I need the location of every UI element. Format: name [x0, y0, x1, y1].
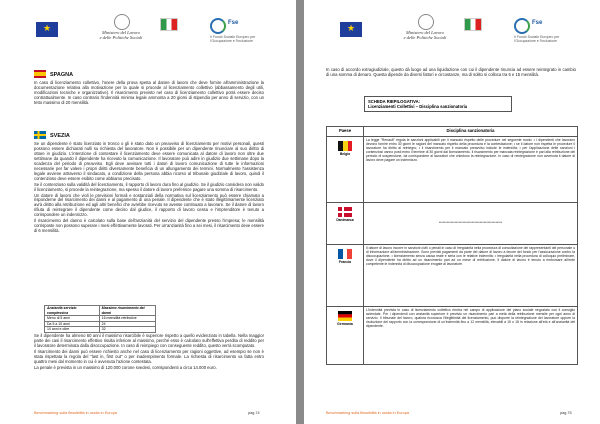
italian-emblem-icon	[114, 14, 130, 30]
sweden-text	[34, 142, 264, 235]
sweden-compensation-table	[44, 305, 156, 333]
fse-tagline: Il Fondo Sociale Europeo per l'Occupazione e l'Inclusione	[210, 35, 256, 43]
spain-text: In caso di licenziamento collettivo, l'onere della prova spetta al datore di lavoro che deve fornire all'amministrazione la documentazione relativa alla motivazione per la quale si procede al licenziamento collettivo (abbassamento degli utili, modificazioni tecniche e organizzative). Il risarcimento previsto nel caso di licenziamento collettivo potrà essere deciso contrattualmente. In caso contrario l'indennità minima legale ammonta a 20 giorni di stipendio per anno di servizio, con un tetto massimo di 20 mensilità.	[34, 80, 264, 105]
italy-flag-icon	[464, 18, 482, 31]
sweden-paragraph: Se il contenzioso sulla validità del licenziamento, il rapporto di lavoro dura fino al giudizio. Se il giudizio considera non valido il licenziamento, si procede la reintegrazione, ma spesso il datore di lavoro preferisce pagare una somma di risarcimento.	[34, 181, 264, 192]
sweden-paragraph: Se un dipendente è stato licenziato in tronco o gli è stato dato un preavviso di licenziamento per motivi personali, questi possono essere dichiarati nulli su richiesta del lavoratore. Non è possibile per un dipendente rinunciare al suo diritto di ottare in giudizio. L'intenzione di contestare il licenziamento deve essere comunicata al datore di lavoro non oltre due settimane da quando il dipendente ha ricevuto la comunicazione. Il lavoratore può adire in giudizio due settimane dopo la scadenza del periodo di preavviso. Egli deve avvisare tutti i datori di lavoro comunicazione di tutte le informazioni necessarie per far valere i propri diritti diversamente beneficia di un allungamento dei termini. Normalmente l'assistenza legale avviene attraverso il sindacato, a condizione della persona abbia ricorso al tribunale giudiziale di lavoro, quindi il contenzioso deve essere esibito come abbiamo precisato.	[34, 141, 264, 181]
belgium-flag-icon	[338, 141, 352, 151]
fse-tagline: Il Fondo Sociale Europeo per l'Occupazione e l'Inclusione	[514, 35, 560, 43]
table-row: Meno di 5 anni 16 mensilità retributive	[45, 316, 156, 322]
right-page	[304, 0, 600, 424]
table-header: Anzianità servizio complessiva	[45, 306, 100, 316]
denmark-flag-icon	[338, 207, 352, 217]
table-header: Massimo risarcimento dei danni	[99, 306, 155, 316]
discipline-cell: ************************************************	[364, 203, 578, 245]
italy-flag-icon	[160, 18, 178, 31]
france-flag-icon	[338, 249, 352, 259]
table-row	[327, 203, 578, 245]
summary-box	[364, 96, 512, 112]
sweden-paragraph: Il risarcimento del danno è calcolato sulla base dell'anzianità del servizio del dipendente presso l'impresa; le mensilità corrisposte non possono superare i mesi effettivamente lavorati. Per un'anzianità fino a sei mesi, il risarcimento deve essere di 6 mensilità.	[34, 218, 264, 234]
sweden-paragraph: Un datore di lavoro che violi le previsioni formali e sostanziali della normativa sul licenziamento può essere chiamato a risponderne del risarcimento dei danni e al pagamento di una penale. Il dipendente che è stato illegittimamente licenziato avrà diritto alla retribuzione ed agli altri benefici che avrebbe ricevuto se avesse continuato a lavorare. Se il datore di lavoro rifiuta di reintegrare il dipendente come deciso dal giudice, il rapporto di lavoro cessa e l'imprenditore è tenuto a corrispondere un indennizzo.	[34, 192, 264, 218]
discipline-cell: L'indennità prevista in caso di licenziamento collettivo rientra nel campo di applicazione del piano sociale negoziato con il consiglio aziendale. Per i dipendenti con anzianità superiore è previsto un risarcimento pari a metà della retribuzione mensile per ogni anno di servizio. Il tribunale del lavoro, qualora riconosca l'illegittimità del licenziamento, può disporre la reintegrazione del lavoratore oppure la risoluzione del rapporto con la corresponsione di un'indennità fino a 12 mensilità, elevabili a 15 o 18 in relazione all'età e all'anzianità del dipendente.	[364, 307, 578, 365]
intro-text: In caso di accordo extragiudiziale, questo dà luogo ad una liquidazione con cui il dipendente rinuncia ad essere reintegrato in cambio di una somma di denaro. Questa dipende da diversi fattori e circostanze, ma di solito si colloca tra 6 e 15 mensilità.	[326, 67, 576, 77]
column-header-country: Paese	[327, 127, 364, 137]
fse-logo-text: Fse	[228, 20, 239, 26]
sweden-title: SVEZIA	[50, 133, 70, 139]
table-row	[327, 307, 578, 365]
discipline-cell: La legge "Renault" regola le sanzioni applicabili per il mancato rispetto delle procedure nel seguente modo: • i dipendenti che lavorano devono fornire entro 30 giorni le ragioni del mancato rispetto della procedura e la contestazione; • se il datore non rispetta le procedure il lavoratore ha diritto al reintegro; • il risarcimento per il mancato preavviso include le indennità; • per l'applicazione delle sanzioni i contenziosi vanno posti entro il termine di 30 giorni dal licenziamento. Il risarcimento per mancata reintegrazione è pari alla retribuzione del periodo di sospensione, da corrispondere ai lavoratori che chiedono la reintegrazione. In caso di reintegrazione non avvenuta il datore di lavoro deve pagare un indennizzo.	[364, 137, 578, 203]
fse-logo-icon	[514, 18, 530, 34]
country-cell: Germania	[327, 307, 364, 365]
page-number: pag.74	[248, 411, 260, 415]
country-cell: Belgio	[327, 137, 364, 203]
table-row: 10 anni e oltre 32	[45, 327, 156, 333]
sweden-closing-text: Se il dipendente ha almeno 60 anni il massimo risarcibile è superiore rispetto a quello evidenziato in tabella. Nella maggior parte dei casi il risarcimento effettivo risulta inferiore al massimo, perché esso è calcolato sull'effettiva perdita di reddito per il lavoratore determinata dalla disoccupazione. In caso di reimpiego con conseguente reddito, questo verrà scomputato. Il risarcimento dei danni può essere richiesto anche nel caso di licenziamento per ragioni oggettive, ad esempio se non è stata rispettata la regola del "last in, first out" o per inadempimento formale. La richiesta di risarcimento va fatta entro quattro mesi dal momento in cui è avvenuta l'azione contestata. La penale è prevista in un massimo di 120.000 corone svedesi, corrispondenti a circa 14.000 euro.	[34, 333, 264, 370]
summary-title: SCHEDA RIEPILOGATIVA:	[368, 99, 421, 104]
table-row	[327, 137, 578, 203]
ministry-name: Ministero del Lavoro e delle Politiche Sociali	[403, 30, 447, 40]
spain-flag-icon	[34, 70, 46, 78]
table-row: Da 5 a 10 anni 24	[45, 321, 156, 327]
eu-flag-icon	[340, 22, 362, 37]
italian-emblem-icon	[418, 14, 434, 30]
footer-title: Benchmarking sulla flessibilità in uscita in Europa	[34, 411, 117, 415]
eu-flag-icon	[36, 22, 58, 37]
sanctions-table	[326, 126, 578, 365]
table-row	[327, 245, 578, 307]
left-page	[0, 0, 296, 424]
country-cell: Danimarca	[327, 203, 364, 245]
country-cell: Francia	[327, 245, 364, 307]
spain-title: SPAGNA	[50, 72, 74, 78]
ministry-name: Ministero del Lavoro e delle Politiche Sociali	[99, 30, 143, 40]
page-number: pag.75	[560, 411, 572, 415]
germany-flag-icon	[338, 311, 352, 321]
fse-logo-icon	[210, 18, 226, 34]
fse-logo-text: Fse	[532, 20, 543, 26]
column-header-discipline: Disciplina sanzionatoria	[364, 127, 578, 137]
discipline-cell: Il datore di lavoro incorre in sanzioni civili o penali in caso di irregolarità nella procedura di consultazione dei rappresentanti del personale o di informazione all'amministrazione. Sono previsti pagamenti da parte del datore di lavoro a favore del fondo per l'assicurazione contro la disoccupazione. • licenziamento senza causa reale e seria con le relative indennità; • irregolarità nella procedura di colloquio preliminare, dove il dipendente ha diritto ad un risarcimento pari ad un mese di retribuzione. Il datore di lavoro è tenuto a rimborsare all'ente competente le indennità di disoccupazione erogate al lavoratore.	[364, 245, 578, 307]
sweden-flag-icon	[34, 131, 46, 139]
footer-title: Benchmarking sulla flessibilità in uscita in Europa	[326, 411, 409, 415]
summary-subtitle: Licenziamenti Collettivi – Disciplina sanzionatoria	[368, 104, 468, 109]
